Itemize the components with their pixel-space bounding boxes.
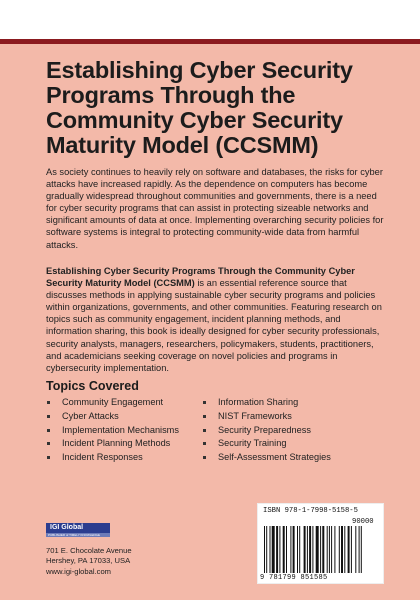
publisher-website: www.igi-global.com [46, 566, 111, 576]
barcode-bar [299, 526, 300, 573]
topics-list-left [46, 396, 196, 465]
address-line-1: 701 E. Chocolate Avenue [46, 546, 132, 555]
barcode-bar [290, 526, 291, 573]
barcode-bar [327, 526, 328, 573]
barcode-bar [341, 526, 343, 573]
barcode-bar [334, 526, 335, 573]
isbn-text: ISBN 978-1-7998-5158-5 [263, 507, 358, 515]
barcode-bar [293, 526, 295, 573]
topic-item: Security Training [202, 437, 382, 451]
barcode-bar [322, 526, 324, 573]
barcode-bar [276, 526, 278, 573]
description-text: is an essential reference source that discusses methods in applying sustainable cyber security programs and policies within organizations, governments, and other communities. Featuring research on topics such as community engagement, incident planning methods, and information sharing, this book is ideally designed for cyber security professionals, security analysts, managers, researchers, policymakers, students, practitioners, and academicians seeking coverage on novel policies and programs in cybersecurity implementation. [46, 278, 382, 373]
barcode-bar [331, 526, 332, 573]
barcode-bar [307, 526, 308, 573]
barcode-bar [348, 526, 350, 573]
book-title: Establishing Cyber Security Programs Through the Community Cyber Security Maturity Model (CCSMM) [46, 57, 353, 158]
barcode-bar [264, 526, 265, 573]
topic-item: Cyber Attacks [46, 410, 196, 424]
topic-item: Community Engagement [46, 396, 196, 410]
barcode-bar [283, 526, 285, 573]
barcode-bar [359, 526, 360, 573]
topic-item: Implementation Mechanisms [46, 424, 196, 438]
publisher-logo [46, 523, 110, 537]
barcode-bars [264, 526, 380, 573]
barcode-bar [270, 526, 271, 573]
address-line-2: Hershey, PA 17033, USA [46, 556, 131, 566]
barcode-bar [351, 526, 352, 573]
topic-item: Incident Planning Methods [46, 437, 196, 451]
isbn-barcode [257, 503, 384, 584]
price-code: 90000 [352, 518, 374, 526]
barcode-bar [320, 526, 321, 573]
barcode-bar [266, 526, 267, 573]
barcode-bar [286, 526, 287, 573]
barcode-digits: 9 781799 851585 [260, 574, 328, 582]
publisher-address [46, 546, 132, 577]
topic-item: NIST Frameworks [202, 410, 382, 424]
barcode-bar [339, 526, 340, 573]
publisher-logo-tagline: PUBLISHER of TIMELY KNOWLEDGE [46, 533, 110, 537]
topics-list-right [202, 396, 382, 465]
barcode-bar [329, 526, 330, 573]
intro-paragraph: As society continues to heavily rely on software and databases, the risks for cyber attacks have increased rapidly. As the dependence on computers has become gradually widespread throughout communities and governments, there is a need for cyber security programs that can assist in protecting sizeable networks and significant amounts of data at once. Implementing overarching security policies for software systems is integral to protecting community-wide data from harmful attacks. [46, 167, 384, 250]
barcode-bar [316, 526, 319, 573]
barcode-bar [297, 526, 298, 573]
barcode-bar [272, 526, 275, 573]
topic-item: Information Sharing [202, 396, 382, 410]
topic-item: Security Preparedness [202, 424, 382, 438]
publisher-logo-name: IGI Global [46, 523, 110, 533]
barcode-bar [309, 526, 311, 573]
barcode-bar [312, 526, 313, 573]
topic-item: Incident Responses [46, 451, 196, 465]
barcode-bar [355, 526, 356, 573]
topic-item: Self-Assessment Strategies [202, 451, 382, 465]
top-bar [0, 0, 420, 44]
topics-heading: Topics Covered [46, 379, 139, 393]
description-paragraph [46, 265, 384, 374]
barcode-bar [279, 526, 280, 573]
barcode-bar [304, 526, 306, 573]
barcode-bar [344, 526, 345, 573]
barcode-bar [361, 526, 362, 573]
description-book-title: Establishing Cyber Security Programs Through the Community Cyber Security Maturity Model (CCSMM) [46, 266, 355, 289]
